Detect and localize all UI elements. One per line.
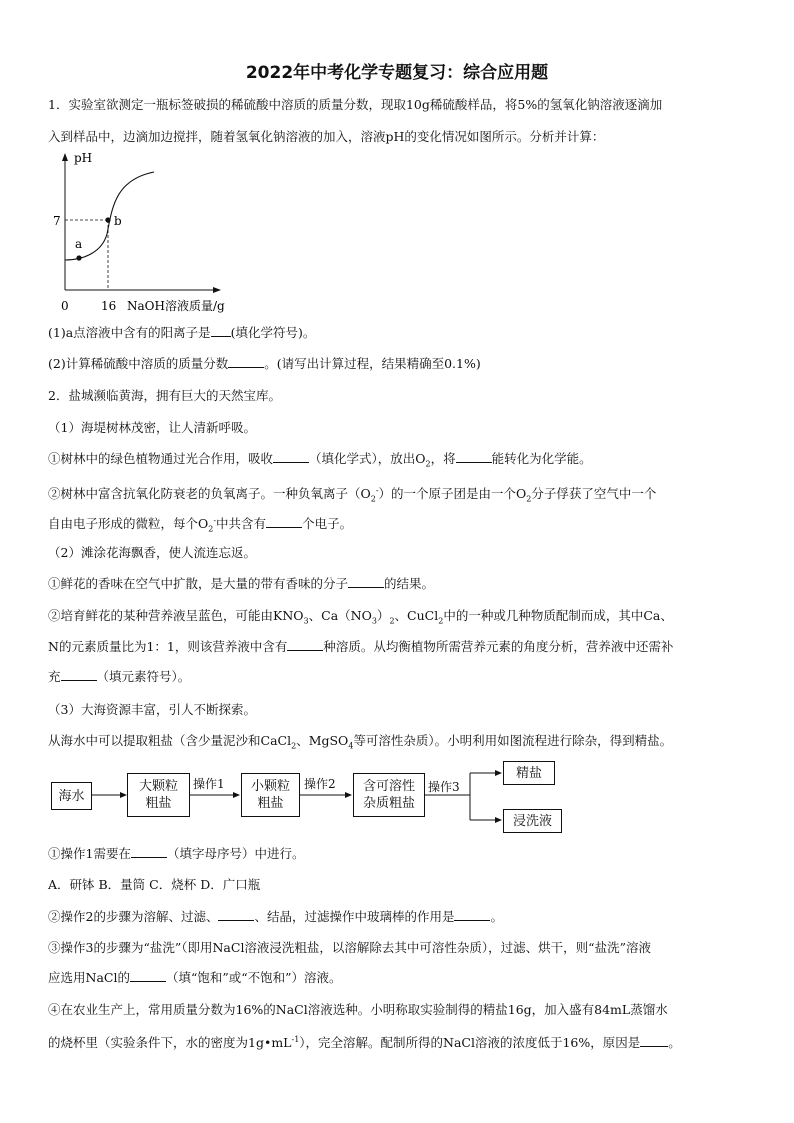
text: 小颗粒 [250, 779, 290, 794]
text: 、MgSO [296, 733, 349, 748]
q1-line-2: 入到样品中，边滴加边搅拌，随着氢氧化钠溶液的加入，溶液pH的变化情况如图所示。分析并计算： [48, 129, 605, 144]
y-tick-7: 7 [53, 214, 61, 228]
text: 含可溶性 [362, 779, 415, 794]
q2-part3-item1 [48, 845, 748, 863]
text: 、CuCl [394, 608, 439, 623]
x-origin-label: 0 [61, 299, 69, 313]
text: 个电子。 [302, 516, 353, 532]
x-axis-label: NaOH溶液质量/g [127, 299, 225, 313]
text: ），完全溶解。配制所得的NaCl溶液的浓度低于16%，原因是 [299, 1035, 641, 1051]
q2-part3-heading: （3）大海资源丰富，引人不断探索。 [48, 702, 256, 717]
q2-part1-heading: （1）海堤树林茂密，让人清新呼吸。 [48, 420, 256, 435]
text: 、结晶，过滤操作中玻璃棒的作用是 [254, 909, 455, 924]
subscript: 2 [526, 494, 532, 504]
text: 粗盐 [145, 796, 172, 811]
point-a-label: a [75, 237, 83, 251]
text: 。 [490, 909, 503, 924]
point-b-label: b [114, 214, 122, 228]
flow-op2-label: 操作2 [304, 777, 336, 791]
subscript: 2 [425, 459, 431, 469]
subscript: 3 [371, 616, 377, 626]
q2-part3-item4-line2 [48, 1031, 748, 1052]
text: （填元素符号）。 [96, 669, 191, 684]
text: 粗盐 [257, 796, 284, 811]
answer-blank[interactable] [131, 845, 167, 858]
superscript: - [213, 516, 217, 525]
q2-intro: 2．盐城濒临黄海，拥有巨大的天然宝库。 [48, 388, 281, 403]
answer-blank[interactable] [130, 969, 166, 982]
subscript: 4 [348, 741, 354, 751]
text: 。 [668, 1035, 681, 1051]
q2-part2-heading: （2）滩涂花海飘香，使人流连忘返。 [48, 545, 256, 560]
text: ①操作1需要在 [48, 846, 131, 861]
superscript: - [375, 486, 379, 495]
text: 应选用NaCl的 [48, 970, 130, 985]
text: 等可溶性杂质）。小明利用如图流程进行除杂，得到精盐。 [353, 733, 673, 748]
text: 大颗粒 [138, 779, 178, 794]
text: ，将 [430, 451, 456, 466]
q1-line-1: 1．实验室欲测定一瓶标签破损的稀硫酸中溶质的质量分数，现取10g稀硫酸样品，将5%的氢氧化钠溶液逐滴加 [48, 97, 663, 112]
q1-sub2-tail: 。(请写出计算过程，结果精确至0.1%) [264, 356, 481, 371]
text: 自由电子形成的微粒，每个O [48, 516, 209, 532]
text: （填字母序号）中进行。 [166, 846, 305, 861]
text: 分子俘获了空气中一个 [531, 486, 657, 502]
q2-part3-item4-line1: ④在农业生产上，常用质量分数为16%的NaCl溶液选种。小明称取实验制得的精盐16g，加入盛有84mL蒸馏水 [48, 1002, 668, 1017]
flow-box-coarse-small [241, 773, 300, 817]
text: 中的一种或几种物质配制而成，其中Ca、 [443, 608, 673, 623]
q2-part3-item2 [48, 908, 748, 926]
flow-op1-label: 操作1 [193, 777, 225, 791]
q1-sub1-text: (1)a点溶液中含有的阳离子是 [48, 325, 211, 340]
text: ②培育鲜花的某种营养液呈蓝色，可能由KNO [48, 608, 304, 623]
x-tick-16: 16 [101, 299, 117, 313]
text: 充 [48, 669, 61, 684]
flow-box-refined-salt: 精盐 [503, 761, 555, 785]
flow-box-coarse-large [127, 773, 190, 817]
subscript: 3 [303, 616, 309, 626]
subscript: 2 [291, 741, 297, 751]
y-axis-label: pH [74, 151, 93, 165]
q2-part3-item3-line2 [48, 969, 748, 987]
text: ） [376, 608, 390, 623]
text: （填“饱和”或“不饱和”）溶液。 [165, 970, 342, 985]
subscript: 2 [389, 616, 395, 626]
text: ②树林中富含抗氧化防衰老的负氧离子。一种负氧离子（O [48, 486, 371, 502]
text: 种溶质。从均衡植物所需营养元素的角度分析，营养液中还需补 [323, 639, 674, 654]
flow-op3-label: 操作3 [428, 780, 460, 794]
subscript: 2 [208, 524, 214, 534]
subscript: 2 [438, 616, 444, 626]
flow-box-seawater: 海水 [51, 782, 92, 810]
text: 的结果。 [384, 576, 435, 591]
text: ①鲜花的香味在空气中扩散，是大量的带有香味的分子 [48, 576, 349, 591]
page-title: 2022年中考化学专题复习：综合应用题 [245, 63, 549, 83]
q1-sub2-text: (2)计算稀硫酸中溶质的质量分数 [48, 356, 229, 371]
superscript: -1 [291, 1035, 300, 1044]
text: 、Ca（NO [308, 608, 372, 623]
answer-blank[interactable] [454, 908, 490, 921]
text: 从海水中可以提取粗盐（含少量泥沙和CaCl [48, 733, 292, 748]
text: 能转化为化学能。 [491, 451, 592, 466]
q2-part3-item1-options: A．研钵 B．量筒 C．烧杯 D．广口瓶 [48, 877, 261, 892]
text: 中共含有 [216, 516, 267, 532]
text: 杂质粗盐 [362, 796, 415, 811]
text: （填化学式），放出O [309, 451, 426, 466]
text: ①树林中的绿色植物通过光合作用，吸收 [48, 451, 274, 466]
answer-blank[interactable] [640, 1034, 668, 1047]
flow-box-impure-salt [353, 773, 425, 817]
text: N的元素质量比为1：1，则该营养液中含有 [48, 639, 288, 654]
q2-part3-item3-line1: ③操作3的步骤为“盐洗”（即用NaCl溶液浸洗粗盐，以溶解除去其中可溶性杂质），过滤、烘干，则“盐洗”溶液 [48, 940, 651, 955]
subscript: 2 [370, 494, 376, 504]
flow-box-wash-liquid: 浸洗液 [503, 809, 562, 833]
text: ②操作2的步骤为溶解、过滤、 [48, 909, 219, 924]
q1-sub1-tail: (填化学符号)。 [230, 325, 316, 340]
answer-blank[interactable] [218, 908, 254, 921]
text: 的烧杯里（实验条件下，水的密度为1g•mL [48, 1035, 292, 1051]
text: ）的一个原子团是由一个O [378, 486, 527, 502]
